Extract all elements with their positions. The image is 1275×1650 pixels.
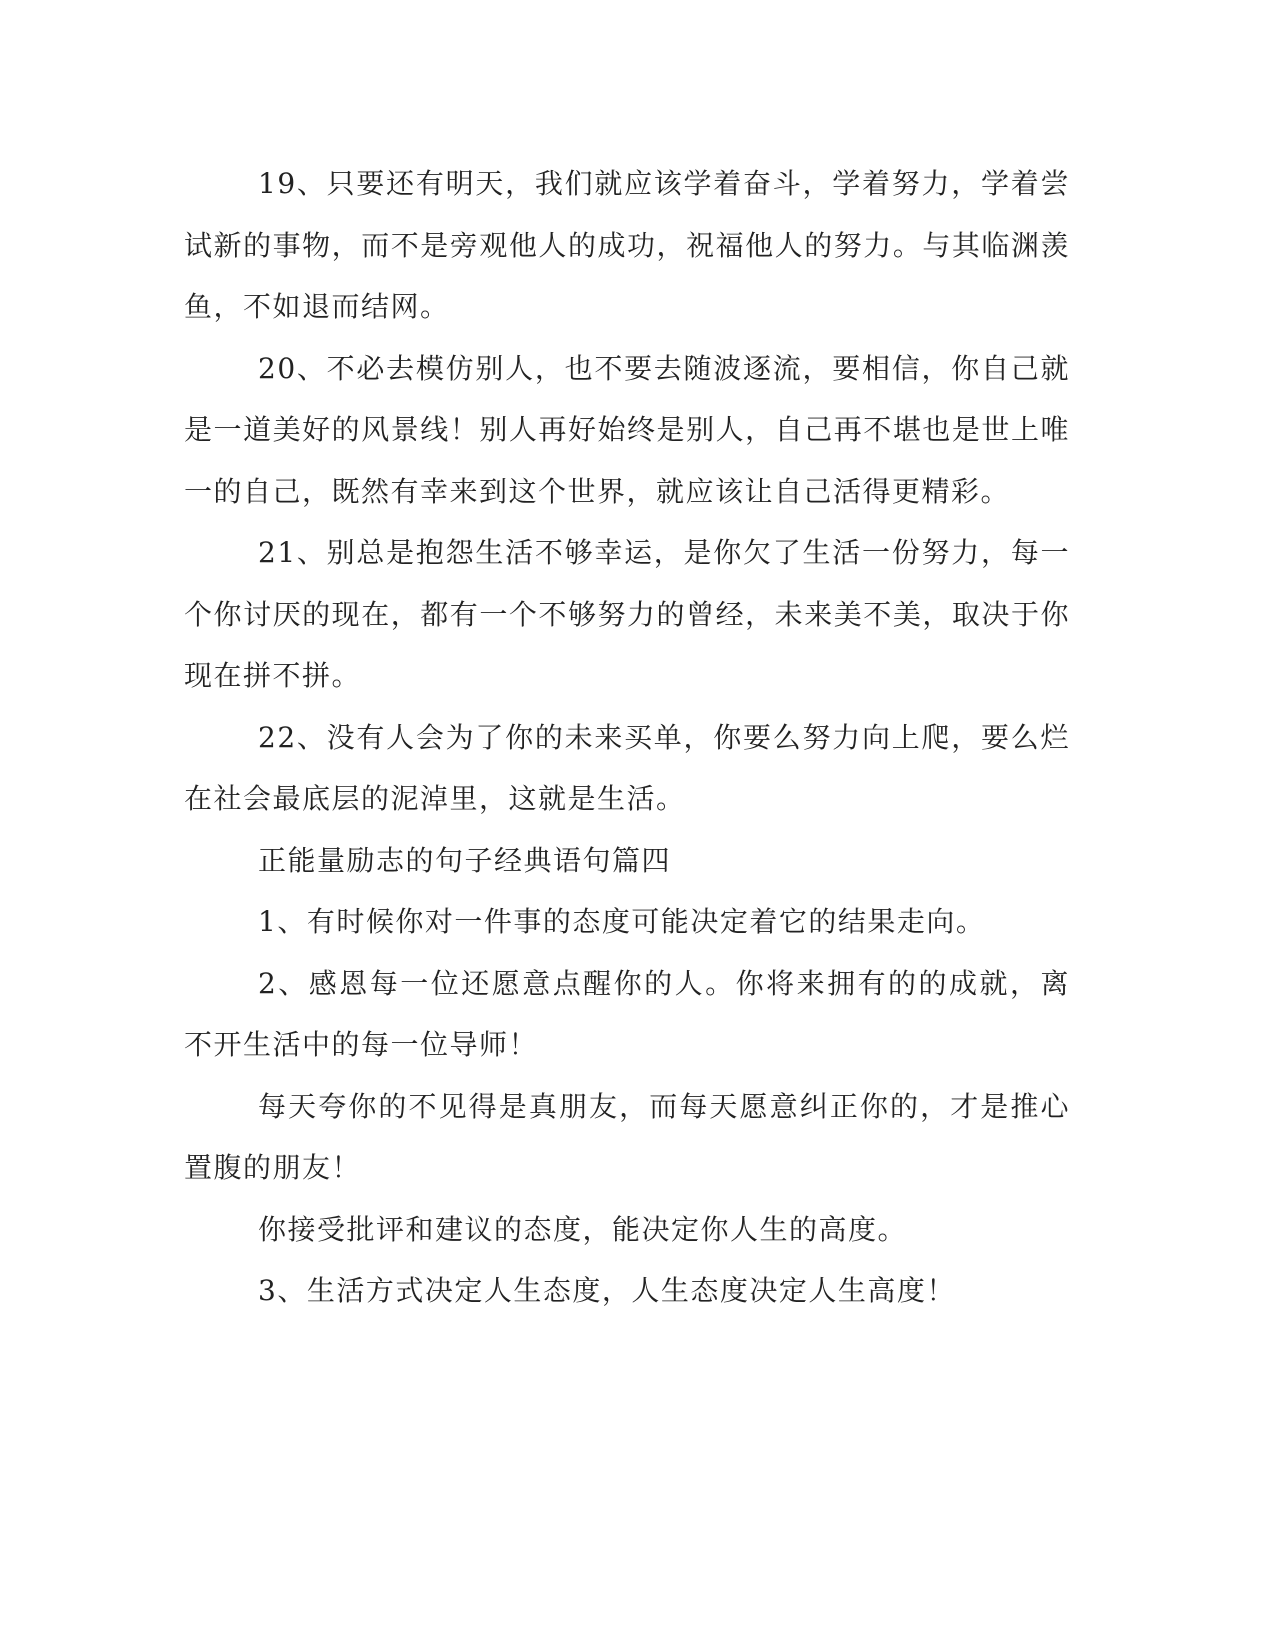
paragraph-21: 21、别总是抱怨生活不够幸运，是你欠了生活一份努力，每一个你讨厌的现在，都有一个不够努力的曾经，未来美不美，取决于你现在拼不拼。 <box>184 536 1070 692</box>
paragraph-22: 22、没有人会为了你的未来买单，你要么努力向上爬，要么烂在社会最底层的泥淖里，这就是生活。 <box>184 720 1070 815</box>
section-paragraph-criticism: 你接受批评和建议的态度，能决定你人生的高度。 <box>258 1212 908 1246</box>
section-paragraph-2: 2、感恩每一位还愿意点醒你的人。你将来拥有的的成就，离不开生活中的每一位导师！ <box>184 966 1070 1061</box>
section-paragraph-3: 3、生活方式决定人生态度，人生态度决定人生高度！ <box>258 1274 956 1307</box>
section-heading: 正能量励志的句子经典语句篇四 <box>258 843 672 877</box>
paragraph-19: 19、只要还有明天，我们就应该学着奋斗，学着努力，学着尝试新的事物，而不是旁观他人的成功，祝福他人的努力。与其临渊羡鱼，不如退而结网。 <box>184 167 1070 323</box>
section-paragraph-friends: 每天夸你的不见得是真朋友，而每天愿意纠正你的，才是推心置腹的朋友！ <box>184 1089 1070 1184</box>
paragraph-20: 20、不必去模仿别人，也不要去随波逐流，要相信，你自己就是一道美好的风景线！别人再好始终是别人，自己再不堪也是世上唯一的自己，既然有幸来到这个世界，就应该让自己活得更精彩。 <box>184 351 1070 508</box>
document-page <box>184 153 1070 1322</box>
section-paragraph-1: 1、有时候你对一件事的态度可能决定着它的结果走向。 <box>258 905 986 938</box>
